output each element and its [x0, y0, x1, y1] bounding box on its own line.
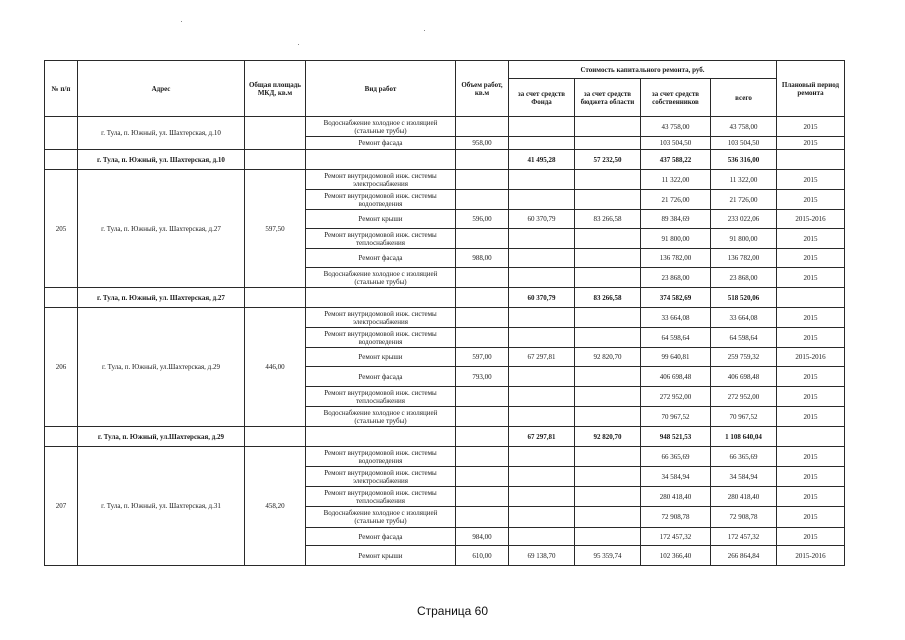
table-cell-work: Ремонт внутридомовой инж. системы теплоснабжения: [306, 487, 456, 507]
table-cell-volume: [456, 117, 509, 137]
table-cell-budget: [575, 170, 641, 190]
table-cell-volume: [456, 288, 509, 308]
table-cell-fund: [509, 229, 575, 249]
table-cell-volume: 793,00: [456, 367, 509, 387]
table-row: [45, 447, 845, 467]
table-cell-budget: [575, 467, 641, 487]
table-cell-budget: [575, 487, 641, 507]
table-row: [45, 117, 845, 137]
scan-speck: [181, 21, 182, 22]
page-number: Страница 60: [416, 604, 489, 618]
table-cell-area: 458,20: [245, 447, 306, 566]
table-cell-fund: 60 370,79: [509, 210, 575, 229]
table-cell-area: [245, 288, 306, 308]
table-cell-fund: [509, 467, 575, 487]
scan-speck: [424, 30, 425, 31]
table-cell-fund: 67 297,81: [509, 348, 575, 367]
table-cell-num: 207: [45, 447, 78, 566]
table-cell-total: 91 800,00: [711, 229, 777, 249]
col-header-fund: за счет средств Фонда: [509, 79, 575, 117]
header-row: [45, 61, 845, 79]
table-cell-work: Ремонт фасада: [306, 367, 456, 387]
table-cell-period: 2015-2016: [777, 546, 845, 566]
table-cell-work: Ремонт внутридомовой инж. системы водоотведения: [306, 190, 456, 210]
table-cell-work: Ремонт крыши: [306, 210, 456, 229]
table-cell-num: 205: [45, 170, 78, 288]
table-cell-work: Водоснабжение холодное с изоляцией (стальные трубы): [306, 507, 456, 528]
table-cell-owners: 91 800,00: [641, 229, 711, 249]
table-cell-total: 64 598,64: [711, 328, 777, 348]
table-cell-work: Ремонт внутридомовой инж. системы электроснабжения: [306, 170, 456, 190]
table-cell-volume: [456, 387, 509, 407]
table-cell-period: 2015: [777, 190, 845, 210]
subtotal-address: г. Тула, п. Южный, ул. Шахтерская, д.10: [78, 150, 245, 170]
table-cell-volume: [456, 229, 509, 249]
subtotal-owners: 948 521,53: [641, 427, 711, 447]
table-cell-period: 2015: [777, 249, 845, 268]
table-cell-period: 2015: [777, 487, 845, 507]
table-cell-budget: [575, 447, 641, 467]
table-cell-total: 33 664,08: [711, 308, 777, 328]
table-cell-owners: 103 504,50: [641, 137, 711, 150]
table-cell-work: Ремонт внутридомовой инж. системы теплоснабжения: [306, 387, 456, 407]
table-cell-work: Ремонт крыши: [306, 546, 456, 566]
table-cell-fund: [509, 117, 575, 137]
table-cell-budget: [575, 137, 641, 150]
col-header-num: № п/п: [45, 61, 78, 117]
table-cell-total: 43 758,00: [711, 117, 777, 137]
table-cell-address: г. Тула, п. Южный, ул. Шахтерская, д.10: [78, 117, 245, 150]
table-cell-budget: [575, 528, 641, 546]
table-row: [45, 308, 845, 328]
table-cell-volume: [456, 447, 509, 467]
table-cell-total: 266 864,84: [711, 546, 777, 566]
table-cell-fund: [509, 137, 575, 150]
table-cell-volume: [456, 507, 509, 528]
table-cell-budget: [575, 229, 641, 249]
table-cell-budget: [575, 367, 641, 387]
table-cell-budget: [575, 249, 641, 268]
table-cell-period: 2015: [777, 528, 845, 546]
table-cell-owners: 34 584,94: [641, 467, 711, 487]
table-cell-owners: 66 365,69: [641, 447, 711, 467]
table-cell-period: 2015: [777, 268, 845, 288]
table-cell-volume: 597,00: [456, 348, 509, 367]
table-cell-total: 272 952,00: [711, 387, 777, 407]
table-cell-budget: [575, 507, 641, 528]
table-cell-total: 259 759,32: [711, 348, 777, 367]
subtotal-fund: 60 370,79: [509, 288, 575, 308]
table-cell-fund: [509, 308, 575, 328]
table-cell-volume: [456, 150, 509, 170]
table-cell-budget: [575, 407, 641, 427]
table-cell-work: Ремонт внутридомовой инж. системы водоотведения: [306, 328, 456, 348]
table-cell-total: 34 584,94: [711, 467, 777, 487]
table-cell-work: Водоснабжение холодное с изоляцией (стальные трубы): [306, 117, 456, 137]
capital-repair-table: [44, 60, 845, 566]
table-cell-period: 2015: [777, 117, 845, 137]
subtotal-fund: 41 495,28: [509, 150, 575, 170]
table-cell-total: 406 698,48: [711, 367, 777, 387]
table-cell-total: 21 726,00: [711, 190, 777, 210]
table-cell-volume: [456, 308, 509, 328]
table-cell-period: 2015: [777, 467, 845, 487]
table-cell-fund: [509, 528, 575, 546]
table-cell-budget: [575, 117, 641, 137]
table-cell-period: 2015: [777, 170, 845, 190]
table-cell-period: 2015: [777, 447, 845, 467]
table-cell-owners: 21 726,00: [641, 190, 711, 210]
col-header-address: Адрес: [78, 61, 245, 117]
table-cell-period: 2015: [777, 328, 845, 348]
table-cell-work: Ремонт внутридомовой инж. системы водоотведения: [306, 447, 456, 467]
table-cell-fund: [509, 507, 575, 528]
table-cell-area: 597,50: [245, 170, 306, 288]
table-cell-total: 72 908,78: [711, 507, 777, 528]
table-cell-work: [306, 150, 456, 170]
table-cell-owners: 172 457,32: [641, 528, 711, 546]
table-cell-fund: [509, 268, 575, 288]
table-cell-total: 66 365,69: [711, 447, 777, 467]
table-cell-owners: 102 366,40: [641, 546, 711, 566]
subtotal-budget: 92 820,70: [575, 427, 641, 447]
table-cell-address: г. Тула, п. Южный, ул. Шахтерская, д.27: [78, 170, 245, 288]
table-cell-volume: [456, 487, 509, 507]
table-cell-volume: 610,00: [456, 546, 509, 566]
table-cell-total: 11 322,00: [711, 170, 777, 190]
subtotal-address: г. Тула, п. Южный, ул. Шахтерская, д.27: [78, 288, 245, 308]
subtotal-owners: 374 582,69: [641, 288, 711, 308]
scan-speck: [298, 44, 299, 45]
table-cell-owners: 70 967,52: [641, 407, 711, 427]
table-cell-volume: 596,00: [456, 210, 509, 229]
table-cell-area: [245, 117, 306, 150]
table-cell-fund: [509, 447, 575, 467]
col-header-period: Плановый период ремонта: [777, 61, 845, 117]
table-cell-fund: [509, 387, 575, 407]
col-header-cost-group: Стоимость капитального ремонта, руб.: [509, 61, 777, 79]
table-cell-total: 172 457,32: [711, 528, 777, 546]
table-cell-area: [245, 427, 306, 447]
table-cell-total: 233 022,06: [711, 210, 777, 229]
col-header-budget: за счет средств бюджета области: [575, 79, 641, 117]
col-header-volume: Объем работ, кв.м: [456, 61, 509, 117]
table-cell-owners: 89 384,69: [641, 210, 711, 229]
table-cell-work: Водоснабжение холодное с изоляцией (стальные трубы): [306, 268, 456, 288]
table-cell-total: 280 418,40: [711, 487, 777, 507]
col-header-area: Общая площадь МКД, кв.м: [245, 61, 306, 117]
table-cell-budget: [575, 308, 641, 328]
table-cell-work: Ремонт крыши: [306, 348, 456, 367]
table-row: [45, 170, 845, 190]
col-header-work-type: Вид работ: [306, 61, 456, 117]
table-cell-work: Ремонт фасада: [306, 137, 456, 150]
table-cell-fund: [509, 487, 575, 507]
table-cell-fund: [509, 190, 575, 210]
table-cell-owners: 33 664,08: [641, 308, 711, 328]
table-cell-area: 446,00: [245, 308, 306, 427]
table-cell-work: [306, 288, 456, 308]
table-cell-work: Ремонт внутридомовой инж. системы электроснабжения: [306, 308, 456, 328]
table-cell-num: [45, 150, 78, 170]
subtotal-fund: 67 297,81: [509, 427, 575, 447]
subtotal-total: 518 520,06: [711, 288, 777, 308]
table-cell-period: 2015: [777, 229, 845, 249]
table-cell-fund: [509, 367, 575, 387]
table-cell-address: г. Тула, п. Южный, ул.Шахтерская, д.29: [78, 308, 245, 427]
subtotal-budget: 57 232,50: [575, 150, 641, 170]
table-cell-budget: [575, 268, 641, 288]
subtotal-address: г. Тула, п. Южный, ул.Шахтерская, д.29: [78, 427, 245, 447]
table-cell-work: Водоснабжение холодное с изоляцией (стальные трубы): [306, 407, 456, 427]
table-cell-budget: [575, 328, 641, 348]
table-cell-volume: [456, 407, 509, 427]
table-cell-total: 70 967,52: [711, 407, 777, 427]
table-cell-volume: [456, 268, 509, 288]
table-cell-owners: 64 598,64: [641, 328, 711, 348]
table-cell-period: 2015: [777, 367, 845, 387]
table-cell-period: 2015: [777, 137, 845, 150]
table-cell-owners: 406 698,48: [641, 367, 711, 387]
table-cell-period: 2015: [777, 407, 845, 427]
table-cell-volume: [456, 328, 509, 348]
table-cell-volume: [456, 467, 509, 487]
table-cell-fund: [509, 328, 575, 348]
table-cell-period: [777, 288, 845, 308]
table-cell-total: 136 782,00: [711, 249, 777, 268]
table-cell-period: 2015-2016: [777, 348, 845, 367]
table-cell-total: 103 504,50: [711, 137, 777, 150]
table-cell-budget: [575, 387, 641, 407]
table-cell-area: [245, 150, 306, 170]
table-cell-period: 2015: [777, 308, 845, 328]
table-cell-budget: [575, 190, 641, 210]
table-cell-budget: 92 820,70: [575, 348, 641, 367]
table-cell-volume: [456, 190, 509, 210]
col-header-total: всего: [711, 79, 777, 117]
table-cell-volume: 958,00: [456, 137, 509, 150]
table-cell-owners: 272 952,00: [641, 387, 711, 407]
table-cell-volume: [456, 427, 509, 447]
table-cell-period: 2015: [777, 507, 845, 528]
table-cell-fund: [509, 249, 575, 268]
table-cell-owners: 99 640,81: [641, 348, 711, 367]
table-cell-volume: 984,00: [456, 528, 509, 546]
table-cell-address: г. Тула, п. Южный, ул. Шахтерская, д.31: [78, 447, 245, 566]
table-cell-work: Ремонт внутридомовой инж. системы теплоснабжения: [306, 229, 456, 249]
subtotal-row: [45, 427, 845, 447]
subtotal-row: [45, 288, 845, 308]
col-header-owners: за счет средств собственников: [641, 79, 711, 117]
subtotal-owners: 437 588,22: [641, 150, 711, 170]
subtotal-total: 536 316,00: [711, 150, 777, 170]
table-cell-fund: [509, 407, 575, 427]
table-cell-owners: 43 758,00: [641, 117, 711, 137]
table-cell-num: 206: [45, 308, 78, 427]
table-cell-owners: 136 782,00: [641, 249, 711, 268]
table-cell-num: [45, 427, 78, 447]
table-cell-period: [777, 427, 845, 447]
table-cell-budget: 83 266,58: [575, 210, 641, 229]
table-cell-owners: 11 322,00: [641, 170, 711, 190]
table-cell-volume: 988,00: [456, 249, 509, 268]
table-cell-num: [45, 117, 78, 150]
subtotal-budget: 83 266,58: [575, 288, 641, 308]
table-cell-period: [777, 150, 845, 170]
subtotal-row: [45, 150, 845, 170]
table-cell-fund: [509, 170, 575, 190]
table-cell-work: Ремонт фасада: [306, 249, 456, 268]
table-cell-total: 23 868,00: [711, 268, 777, 288]
table-cell-period: 2015: [777, 387, 845, 407]
table-cell-owners: 280 418,40: [641, 487, 711, 507]
table-cell-owners: 72 908,78: [641, 507, 711, 528]
table-cell-work: Ремонт внутридомовой инж. системы электроснабжения: [306, 467, 456, 487]
table-cell-period: 2015-2016: [777, 210, 845, 229]
table-cell-volume: [456, 170, 509, 190]
table-cell-work: Ремонт фасада: [306, 528, 456, 546]
table-cell-work: [306, 427, 456, 447]
table-cell-budget: 95 359,74: [575, 546, 641, 566]
table-cell-owners: 23 868,00: [641, 268, 711, 288]
table-cell-num: [45, 288, 78, 308]
table-cell-fund: 69 138,70: [509, 546, 575, 566]
subtotal-total: 1 108 640,04: [711, 427, 777, 447]
